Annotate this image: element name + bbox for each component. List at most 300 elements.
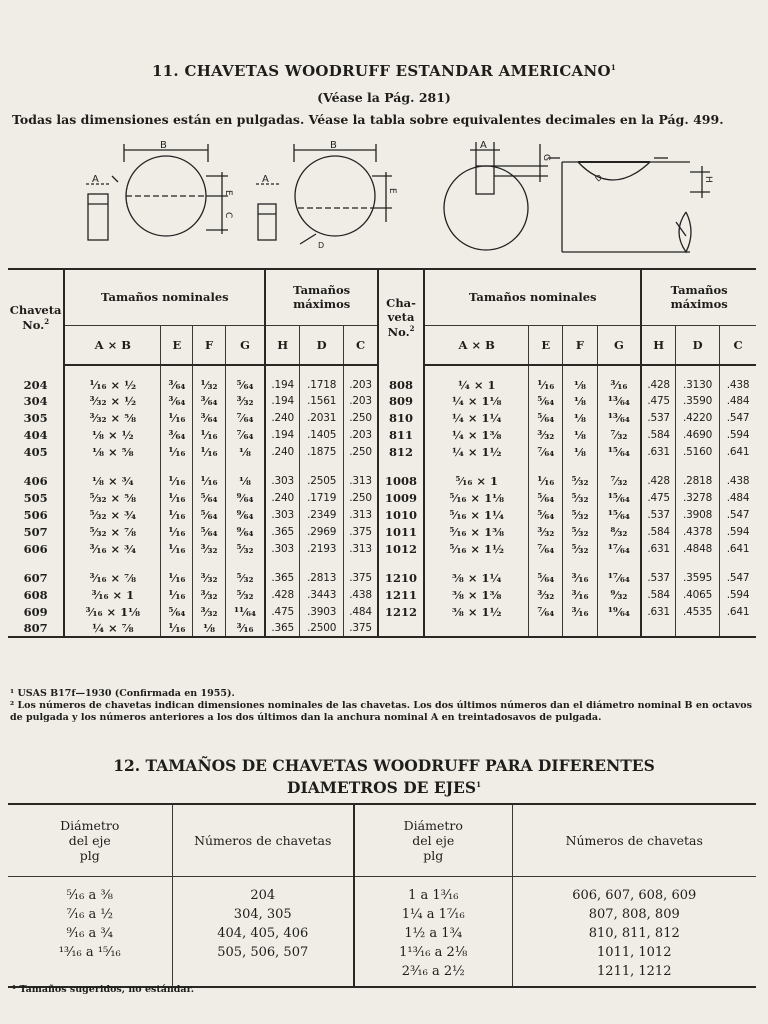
table-cell-g: ⁷⁄₆₄ — [225, 409, 265, 426]
table-cell-g2: ¹³⁄₆₄ — [597, 392, 641, 409]
table-cell-h: .303 — [265, 506, 299, 523]
table-cell-d2: .2818 — [675, 472, 719, 489]
table-row — [8, 443, 756, 460]
label-e-2: E — [387, 188, 397, 194]
col-max-sizes: Tamaños máximos — [265, 269, 378, 325]
col-d: D — [300, 325, 344, 365]
table-cell-h2: .475 — [641, 489, 675, 506]
table-row — [8, 586, 756, 603]
table-cell-e: ¹⁄₁₆ — [161, 409, 193, 426]
table-cell-g: ⁵⁄₃₂ — [225, 540, 265, 557]
table-cell-e2: ⁵⁄₆₄ — [529, 392, 563, 409]
label-a-3: A — [480, 140, 487, 151]
table-cell-e: ³⁄₆₄ — [161, 426, 193, 443]
label-b-1: B — [160, 140, 167, 151]
table-cell-d2: 2³⁄₁₆ a 2½ — [354, 962, 512, 987]
table-cell-c: .375 — [344, 620, 378, 637]
table-cell-d2: .3278 — [675, 489, 719, 506]
table-cell-h: .240 — [265, 409, 299, 426]
table-cell-h: .194 — [265, 365, 299, 392]
table-cell-g: ⁵⁄₃₂ — [225, 569, 265, 586]
table-cell-f: ¹⁄₁₆ — [193, 472, 225, 489]
table-cell-g2 — [597, 620, 641, 637]
table-cell-g2: ³⁄₁₆ — [597, 365, 641, 392]
table-cell-h: .303 — [265, 540, 299, 557]
table-cell-f2: ³⁄₁₆ — [563, 569, 597, 586]
table-cell-d2: 1¹³⁄₁₆ a 2⅛ — [354, 943, 512, 962]
table-cell-n1: 304, 305 — [172, 905, 354, 924]
table-cell-no2: 811 — [378, 426, 424, 443]
table-cell-no: 607 — [8, 569, 64, 586]
table-cell-n1: 404, 405, 406 — [172, 924, 354, 943]
table-cell-axb: ⅛ × ½ — [64, 426, 161, 443]
table-cell-f2: ⅛ — [563, 443, 597, 460]
label-h-4: H — [703, 176, 713, 183]
table-cell-h: .475 — [265, 603, 299, 620]
table-cell-c2: .438 — [726, 379, 750, 391]
table-cell-g: ³⁄₃₂ — [225, 392, 265, 409]
table-cell-axb2: ⁵⁄₁₆ × 1⅛ — [424, 489, 529, 506]
row-spacer — [8, 460, 756, 472]
table-cell-e2: ¹⁄₁₆ — [529, 365, 563, 392]
table-row — [8, 603, 756, 620]
table-cell-d2: .5160 — [675, 443, 719, 460]
table-cell-no: 406 — [8, 472, 64, 489]
table-cell-d: .1405 — [300, 426, 344, 443]
table-cell-e: ¹⁄₁₆ — [161, 540, 193, 557]
col-f-2: F — [563, 325, 597, 365]
table-cell-f: ³⁄₆₄ — [193, 392, 225, 409]
table-cell-axb2: ⁵⁄₁₆ × 1 — [424, 472, 529, 489]
woodruff-key-diagrams — [0, 132, 768, 262]
table-cell-d1: ¹³⁄₁₆ a ¹⁵⁄₁₆ — [8, 943, 172, 962]
table-cell-axb: ⅛ × ⅝ — [64, 443, 161, 460]
table-cell-no2: 812 — [378, 443, 424, 460]
table-cell-h2: .428 — [641, 472, 675, 489]
table-cell-h: .303 — [265, 472, 299, 489]
table-cell-h: .240 — [265, 443, 299, 460]
table-cell-f: ³⁄₃₂ — [193, 540, 225, 557]
table-cell-d1: ⁹⁄₁₆ a ¾ — [8, 924, 172, 943]
table-cell-e: ¹⁄₁₆ — [161, 472, 193, 489]
table-cell-no2: 809 — [378, 392, 424, 409]
table-row — [8, 924, 756, 943]
shaft-diameter-table — [8, 803, 756, 988]
table-cell-f2: ⁵⁄₃₂ — [563, 472, 597, 489]
table-cell-g2: ¹⁹⁄₆₄ — [597, 603, 641, 620]
table-cell-h2: .537 — [641, 506, 675, 523]
table-row — [8, 523, 756, 540]
table-cell-c: .203 — [344, 392, 378, 409]
table-cell-no: 404 — [8, 426, 64, 443]
table-cell-d2: .3130 — [675, 365, 719, 392]
table-row — [8, 365, 756, 392]
table-cell-d: .2193 — [300, 540, 344, 557]
table-cell-f: ³⁄₃₂ — [193, 586, 225, 603]
table-cell-no2: 1212 — [378, 603, 424, 620]
table-cell-d2: .4848 — [675, 540, 719, 557]
table-cell-d: .1561 — [300, 392, 344, 409]
table-cell-e: ⁵⁄₆₄ — [161, 603, 193, 620]
table-cell-no: 606 — [8, 540, 64, 557]
table-cell-d: .2969 — [300, 523, 344, 540]
table-row — [8, 943, 756, 962]
title-superscript: 1 — [610, 63, 617, 72]
table-cell-g2: ⁹⁄₃₂ — [597, 586, 641, 603]
col-nominal-sizes-2: Tamaños nominales — [424, 269, 641, 325]
table-cell-f: ³⁄₃₂ — [193, 569, 225, 586]
table-cell-g2: ¹⁷⁄₆₄ — [597, 569, 641, 586]
table-cell-axb2: ¼ × 1½ — [424, 443, 529, 460]
table-cell-c2: .547 — [726, 571, 750, 584]
table-row — [8, 472, 756, 489]
table-cell-c: .250 — [344, 489, 378, 506]
table-cell-d: .1875 — [300, 443, 344, 460]
table-cell-c2: .484 — [726, 394, 750, 407]
table-cell-f2: ⁵⁄₃₂ — [563, 523, 597, 540]
table-cell-h2: .537 — [641, 409, 675, 426]
table-cell-d2: .3908 — [675, 506, 719, 523]
table-cell-f2: ⁵⁄₃₂ — [563, 506, 597, 523]
woodruff-keys-table-body — [8, 365, 756, 637]
table-cell-d2: .4065 — [675, 586, 719, 603]
table-cell-h2: .584 — [641, 586, 675, 603]
table-cell-c2: .594 — [726, 525, 750, 538]
table-cell-no2 — [378, 620, 424, 637]
table-cell-no: 507 — [8, 523, 64, 540]
table-cell-d2: .3590 — [675, 392, 719, 409]
table-cell-c2: .547 — [726, 508, 750, 521]
col-chaveta-no-2: Cha- veta No.$^2$ — [378, 269, 424, 365]
table-cell-axb2: ¼ × 1¼ — [424, 409, 529, 426]
table-cell-axb: ³⁄₁₆ × 1 — [64, 586, 161, 603]
table-cell-no: 304 — [8, 392, 64, 409]
table-cell-no2: 1010 — [378, 506, 424, 523]
table-cell-d: .2031 — [300, 409, 344, 426]
table-cell-n2: 810, 811, 812 — [588, 926, 680, 941]
table-cell-e2: ⁵⁄₆₄ — [529, 506, 563, 523]
table-cell-e2: ⁵⁄₆₄ — [529, 569, 563, 586]
table-cell-axb2: ¼ × 1⅜ — [424, 426, 529, 443]
col-g: G — [225, 325, 265, 365]
table-cell-c: .375 — [344, 523, 378, 540]
label-c-1: C — [223, 212, 233, 219]
table-cell-c: .484 — [344, 603, 378, 620]
table-cell-e: ¹⁄₁₆ — [161, 506, 193, 523]
table-cell-g: ³⁄₁₆ — [225, 620, 265, 637]
table-cell-no: 807 — [8, 620, 64, 637]
table-cell-no2: 1210 — [378, 569, 424, 586]
table-cell-c2: .484 — [726, 491, 750, 504]
table-cell-e2: ⁷⁄₆₄ — [529, 540, 563, 557]
table-cell-h: .240 — [265, 489, 299, 506]
col-h: H — [265, 325, 299, 365]
table-cell-n2: 807, 808, 809 — [588, 907, 680, 922]
table-cell-c2: .594 — [726, 588, 750, 601]
diagram-key-side-view — [86, 140, 233, 240]
table-cell-h2: .537 — [641, 569, 675, 586]
table-cell-axb: ⁵⁄₃₂ × ⅞ — [64, 523, 161, 540]
diagram-keyseat-shaft-end — [444, 140, 551, 250]
table-cell-f2: ³⁄₁₆ — [563, 603, 597, 620]
label-b-2: B — [330, 140, 337, 151]
table-cell-d: .2500 — [300, 620, 344, 637]
table-cell-d2: .3595 — [675, 569, 719, 586]
table-cell-f: ¹⁄₃₂ — [193, 365, 225, 392]
table-cell-f2: ³⁄₁₆ — [563, 586, 597, 603]
footnote-suggested: ¹ Tamaños sugeridos, no estándar. — [12, 984, 195, 995]
table-cell-c2: .641 — [726, 605, 750, 618]
section-title-12: 12. TAMAÑOS DE CHAVETAS WOODRUFF PARA DIFERENTES DIAMETROS DE EJES$^1$ — [113, 756, 655, 798]
col-shaft-diameter-2: Diámetro del eje plg — [354, 804, 512, 876]
table-cell-no2: 1011 — [378, 523, 424, 540]
table-cell-f: ⁵⁄₆₄ — [193, 523, 225, 540]
table-cell-e: ³⁄₆₄ — [161, 392, 193, 409]
table-cell-e2: ³⁄₃₂ — [529, 426, 563, 443]
col-nominal-sizes: Tamaños nominales — [64, 269, 265, 325]
label-e-1: E — [223, 190, 233, 196]
table-cell-n1: 505, 506, 507 — [172, 943, 354, 962]
table-cell-d2 — [675, 620, 719, 637]
table-cell-g: ⁵⁄₆₄ — [225, 365, 265, 392]
table-cell-f2: ⁵⁄₃₂ — [563, 489, 597, 506]
table-cell-n1 — [172, 962, 354, 987]
col-e-2: E — [529, 325, 563, 365]
table-cell-f: ¹⁄₁₆ — [193, 426, 225, 443]
table-cell-d: .2349 — [300, 506, 344, 523]
table-cell-g2: ¹⁵⁄₆₄ — [597, 506, 641, 523]
table-cell-e2: ⁵⁄₆₄ — [529, 489, 563, 506]
col-d-2: D — [675, 325, 719, 365]
table-cell-d: .1718 — [300, 365, 344, 392]
table-cell-d: .1719 — [300, 489, 344, 506]
table-row — [8, 426, 756, 443]
table-cell-no2: 1211 — [378, 586, 424, 603]
table-cell-h2: .631 — [641, 603, 675, 620]
table-cell-axb2: ⅜ × 1⅜ — [424, 586, 529, 603]
table-cell-c2: .641 — [726, 445, 750, 458]
table-cell-f: ³⁄₃₂ — [193, 603, 225, 620]
label-a-1: A — [92, 174, 99, 185]
table-cell-h2: .428 — [641, 365, 675, 392]
table-cell-axb2: ⁵⁄₁₆ × 1½ — [424, 540, 529, 557]
table-cell-f2 — [563, 620, 597, 637]
shaft-diameter-table-body — [8, 876, 756, 987]
table-cell-c: .250 — [344, 443, 378, 460]
table-cell-e2 — [529, 620, 563, 637]
table-cell-e: ¹⁄₁₆ — [161, 586, 193, 603]
table-cell-axb2: ¼ × 1 — [424, 365, 529, 392]
table-cell-g: ⁹⁄₆₄ — [225, 506, 265, 523]
table-cell-no2: 1012 — [378, 540, 424, 557]
table-cell-axb2: ¼ × 1⅛ — [424, 392, 529, 409]
table-cell-e2: ³⁄₃₂ — [529, 586, 563, 603]
table-cell-f2: ⅛ — [563, 426, 597, 443]
table-cell-e: ³⁄₆₄ — [161, 365, 193, 392]
table-cell-h2 — [641, 620, 675, 637]
col-axb: A × B — [64, 325, 161, 365]
table-cell-n1: 204 — [172, 876, 354, 905]
table-cell-no2: 808 — [378, 365, 424, 392]
table-cell-d2: 1 a 1³⁄₁₆ — [354, 876, 512, 905]
table-row — [8, 506, 756, 523]
table-cell-e2: ⁵⁄₆₄ — [529, 409, 563, 426]
col-chaveta-no: Chaveta No.$^2$ — [8, 269, 64, 365]
table-cell-c: .313 — [344, 472, 378, 489]
col-h-2: H — [641, 325, 675, 365]
table-cell-g2: ¹⁵⁄₆₄ — [597, 489, 641, 506]
table-cell-f: ¹⁄₁₆ — [193, 443, 225, 460]
table-cell-c2: .438 — [726, 474, 750, 487]
table-cell-f2: ⅛ — [563, 409, 597, 426]
table-cell-c: .313 — [344, 506, 378, 523]
table-row — [8, 620, 756, 637]
table-cell-g: ¹¹⁄₆₄ — [225, 603, 265, 620]
col-c-2: C — [720, 325, 756, 365]
table-cell-f: ⁵⁄₆₄ — [193, 506, 225, 523]
table-row — [8, 489, 756, 506]
table-cell-g2: ¹³⁄₆₄ — [597, 409, 641, 426]
table-cell-d2: .4220 — [675, 409, 719, 426]
table-cell-h2: .631 — [641, 443, 675, 460]
table-cell-d2: .4378 — [675, 523, 719, 540]
table-cell-g: ⅛ — [225, 443, 265, 460]
table-cell-axb: ³⁄₁₆ × 1⅛ — [64, 603, 161, 620]
table-cell-axb2: ⅜ × 1¼ — [424, 569, 529, 586]
table-cell-f: ⁵⁄₆₄ — [193, 489, 225, 506]
table-cell-c: .203 — [344, 365, 378, 392]
intro-text: Todas las dimensiones están en pulgadas. Véase la tabla sobre equivalentes decimales en la Pág. 499. — [12, 112, 724, 127]
table-cell-e: ¹⁄₁₆ — [161, 523, 193, 540]
table-cell-c: .313 — [344, 540, 378, 557]
label-d-2: D — [318, 241, 325, 250]
table-cell-axb: ¼ × ⅞ — [64, 620, 161, 637]
table-cell-c2: .641 — [726, 542, 750, 555]
table-cell-axb: ⅛ × ¾ — [64, 472, 161, 489]
table-cell-g2: ⁸⁄₃₂ — [597, 523, 641, 540]
table-cell-c2: .547 — [726, 411, 750, 424]
table-cell-no2: 810 — [378, 409, 424, 426]
table-cell-h: .365 — [265, 569, 299, 586]
table-row — [8, 409, 756, 426]
table-row — [8, 905, 756, 924]
table-cell-h2: .475 — [641, 392, 675, 409]
col-axb-2: A × B — [424, 325, 529, 365]
table-cell-e: ¹⁄₁₆ — [161, 443, 193, 460]
table-cell-no: 305 — [8, 409, 64, 426]
diagram-key-rounded — [256, 140, 397, 250]
table-cell-d: .2813 — [300, 569, 344, 586]
table-cell-axb: ⁵⁄₃₂ × ⅝ — [64, 489, 161, 506]
table-cell-no: 204 — [8, 365, 64, 392]
table-cell-axb2: ⁵⁄₁₆ × 1¼ — [424, 506, 529, 523]
table-cell-g: ⁵⁄₃₂ — [225, 586, 265, 603]
table-cell-no: 608 — [8, 586, 64, 603]
col-shaft-diameter: Diámetro del eje plg — [8, 804, 172, 876]
table-cell-f: ⅛ — [193, 620, 225, 637]
table-cell-axb2: ⅜ × 1½ — [424, 603, 529, 620]
label-a-2: A — [262, 174, 269, 185]
table-cell-d2: 1¼ a 1⁷⁄₁₆ — [354, 905, 512, 924]
table-cell-c2 — [720, 620, 756, 637]
table-cell-e2: ⁷⁄₆₄ — [529, 603, 563, 620]
table-cell-h: .365 — [265, 523, 299, 540]
table-cell-h: .194 — [265, 392, 299, 409]
table-cell-c2: .594 — [726, 428, 750, 441]
table-cell-c: .203 — [344, 426, 378, 443]
table-row — [8, 569, 756, 586]
table-cell-g: ⅛ — [225, 472, 265, 489]
table-cell-g: ⁹⁄₆₄ — [225, 489, 265, 506]
col-e: E — [161, 325, 193, 365]
table-cell-e2: ⁷⁄₆₄ — [529, 443, 563, 460]
table-cell-n2: 606, 607, 608, 609 — [572, 888, 697, 904]
footnote-1: ¹ USAS B17f—1930 (Confirmada en 1955). — [10, 688, 235, 699]
table-cell-f2: ⅛ — [563, 392, 597, 409]
table-row — [8, 392, 756, 409]
table-cell-axb2 — [424, 620, 529, 637]
table-cell-c: .375 — [344, 569, 378, 586]
table-cell-no: 506 — [8, 506, 64, 523]
table-cell-no2: 1009 — [378, 489, 424, 506]
table-cell-g2: ⁷⁄₃₂ — [597, 426, 641, 443]
table-cell-h: .194 — [265, 426, 299, 443]
table-cell-axb: ¹⁄₁₆ × ½ — [64, 365, 161, 392]
table-cell-axb: ³⁄₃₂ × ½ — [64, 392, 161, 409]
table-cell-no: 609 — [8, 603, 64, 620]
table-cell-axb: ⁵⁄₃₂ × ¾ — [64, 506, 161, 523]
table-cell-g: ⁷⁄₆₄ — [225, 426, 265, 443]
table-cell-f2: ⁵⁄₃₂ — [563, 540, 597, 557]
col-c: C — [344, 325, 378, 365]
table-cell-h2: .584 — [641, 426, 675, 443]
section-title-11: 11. CHAVETAS WOODRUFF ESTANDAR AMERICANO$^1$ — [151, 62, 617, 80]
col-key-numbers-2: Números de chavetas — [512, 804, 756, 876]
table-cell-c: .250 — [344, 409, 378, 426]
table-cell-axb: ³⁄₃₂ × ⅝ — [64, 409, 161, 426]
table-cell-h2: .631 — [641, 540, 675, 557]
table-cell-d1: ⁵⁄₁₆ a ⅜ — [8, 876, 172, 905]
table-cell-g: ⁹⁄₆₄ — [225, 523, 265, 540]
table-cell-h: .428 — [265, 586, 299, 603]
table-cell-e: ¹⁄₁₆ — [161, 569, 193, 586]
table-cell-d1: ⁷⁄₁₆ a ½ — [8, 905, 172, 924]
table-cell-d: .3443 — [300, 586, 344, 603]
label-d-4: D — [593, 172, 605, 184]
table-cell-no: 505 — [8, 489, 64, 506]
row-spacer — [8, 557, 756, 569]
table-cell-g2: ¹⁷⁄₆₄ — [597, 540, 641, 557]
col-g-2: G — [597, 325, 641, 365]
table-cell-d2: .4690 — [675, 426, 719, 443]
diagram-keyseat-shaft-side — [548, 158, 713, 252]
table-row — [8, 876, 756, 905]
table-row — [8, 540, 756, 557]
table-cell-e2: ³⁄₃₂ — [529, 523, 563, 540]
see-page-note: (Véase la Pág. 281) — [317, 90, 451, 105]
table-cell-axb: ³⁄₁₆ × ⅞ — [64, 569, 161, 586]
table-cell-d2: .4535 — [675, 603, 719, 620]
woodruff-keys-table — [8, 268, 756, 638]
table-cell-g2: ⁷⁄₃₂ — [597, 472, 641, 489]
table-cell-e: ¹⁄₁₆ — [161, 489, 193, 506]
table-cell-axb2: ⁵⁄₁₆ × 1⅜ — [424, 523, 529, 540]
table-cell-f: ³⁄₆₄ — [193, 409, 225, 426]
table-cell-d: .3903 — [300, 603, 344, 620]
col-key-numbers: Números de chavetas — [172, 804, 354, 876]
table-cell-axb: ³⁄₁₆ × ¾ — [64, 540, 161, 557]
table-cell-h: .365 — [265, 620, 299, 637]
